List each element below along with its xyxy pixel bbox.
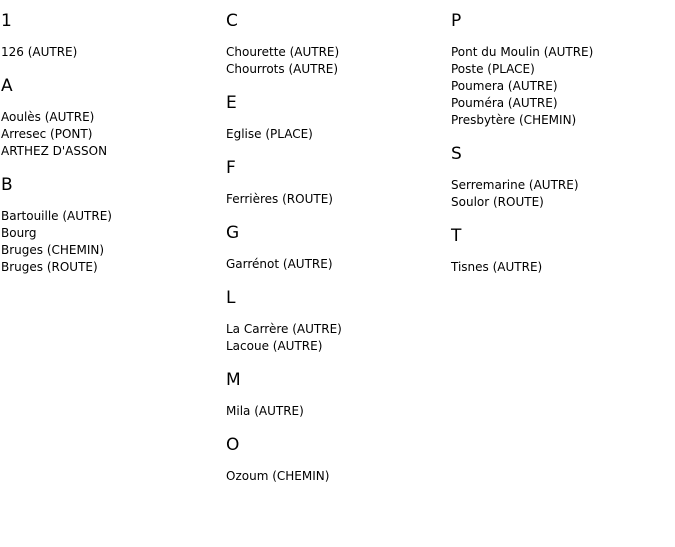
- index-column-2: [226, 10, 446, 499]
- index-entry[interactable]: Ozoum (CHEMIN): [226, 469, 330, 483]
- index-entry[interactable]: La Carrère (AUTRE): [226, 322, 342, 336]
- index-entry[interactable]: Garrénot (AUTRE): [226, 257, 333, 271]
- index-letter-heading: O: [226, 435, 240, 455]
- index-entry[interactable]: Eglise (PLACE): [226, 127, 313, 141]
- index-entry[interactable]: Lacoue (AUTRE): [226, 339, 323, 353]
- index-group-e: [226, 92, 446, 143]
- index-letter-heading: M: [226, 370, 241, 390]
- index-entry[interactable]: Mila (AUTRE): [226, 404, 304, 418]
- index-letter-heading: E: [226, 93, 237, 113]
- index-group-g: [226, 222, 446, 273]
- index-letter-heading: T: [451, 226, 462, 246]
- index-group-p: [451, 10, 671, 129]
- index-entry[interactable]: Pouméra (AUTRE): [451, 96, 558, 110]
- index-entry[interactable]: Aoulès (AUTRE): [1, 110, 95, 124]
- index-group-b: [1, 174, 221, 276]
- index-group-l: [226, 287, 446, 355]
- index-entry[interactable]: Bartouille (AUTRE): [1, 209, 112, 223]
- index-letter-heading: P: [451, 11, 462, 31]
- index-entry[interactable]: Arresec (PONT): [1, 127, 93, 141]
- index-entry[interactable]: Chourrots (AUTRE): [226, 62, 339, 76]
- index-entry[interactable]: Ferrières (ROUTE): [226, 192, 333, 206]
- index-group-f: [226, 157, 446, 208]
- index-entry[interactable]: Poumera (AUTRE): [451, 79, 558, 93]
- index-entry[interactable]: Soulor (ROUTE): [451, 195, 544, 209]
- index-entry[interactable]: 126 (AUTRE): [1, 45, 78, 59]
- index-group-m: [226, 369, 446, 420]
- index-letter-heading: 1: [1, 11, 12, 31]
- index-entry[interactable]: Chourette (AUTRE): [226, 45, 340, 59]
- index-letter-heading: L: [226, 288, 236, 308]
- index-letter-heading: F: [226, 158, 236, 178]
- index-entry[interactable]: Pont du Moulin (AUTRE): [451, 45, 594, 59]
- index-group-s: [451, 143, 671, 211]
- index-entry[interactable]: Bruges (CHEMIN): [1, 243, 105, 257]
- index-entry[interactable]: Tisnes (AUTRE): [451, 260, 543, 274]
- index-entry[interactable]: Bruges (ROUTE): [1, 260, 98, 274]
- index-letter-heading: S: [451, 144, 462, 164]
- index-entry[interactable]: Serremarine (AUTRE): [451, 178, 579, 192]
- index-letter-heading: G: [226, 223, 240, 243]
- index-group-o: [226, 434, 446, 485]
- index-letter-heading: C: [226, 11, 238, 31]
- index-column-1: [1, 10, 221, 290]
- index-entry[interactable]: Poste (PLACE): [451, 62, 535, 76]
- index-group-c: [226, 10, 446, 78]
- index-group-t: [451, 225, 671, 276]
- index-letter-heading: A: [1, 76, 13, 96]
- index-column-3: [451, 10, 671, 290]
- index-entry[interactable]: ARTHEZ D'ASSON: [1, 144, 108, 158]
- index-entry[interactable]: Presbytère (CHEMIN): [451, 113, 577, 127]
- index-letter-heading: B: [1, 175, 13, 195]
- index-group-1: [1, 10, 221, 61]
- index-group-a: [1, 75, 221, 160]
- index-entry[interactable]: Bourg: [1, 226, 37, 240]
